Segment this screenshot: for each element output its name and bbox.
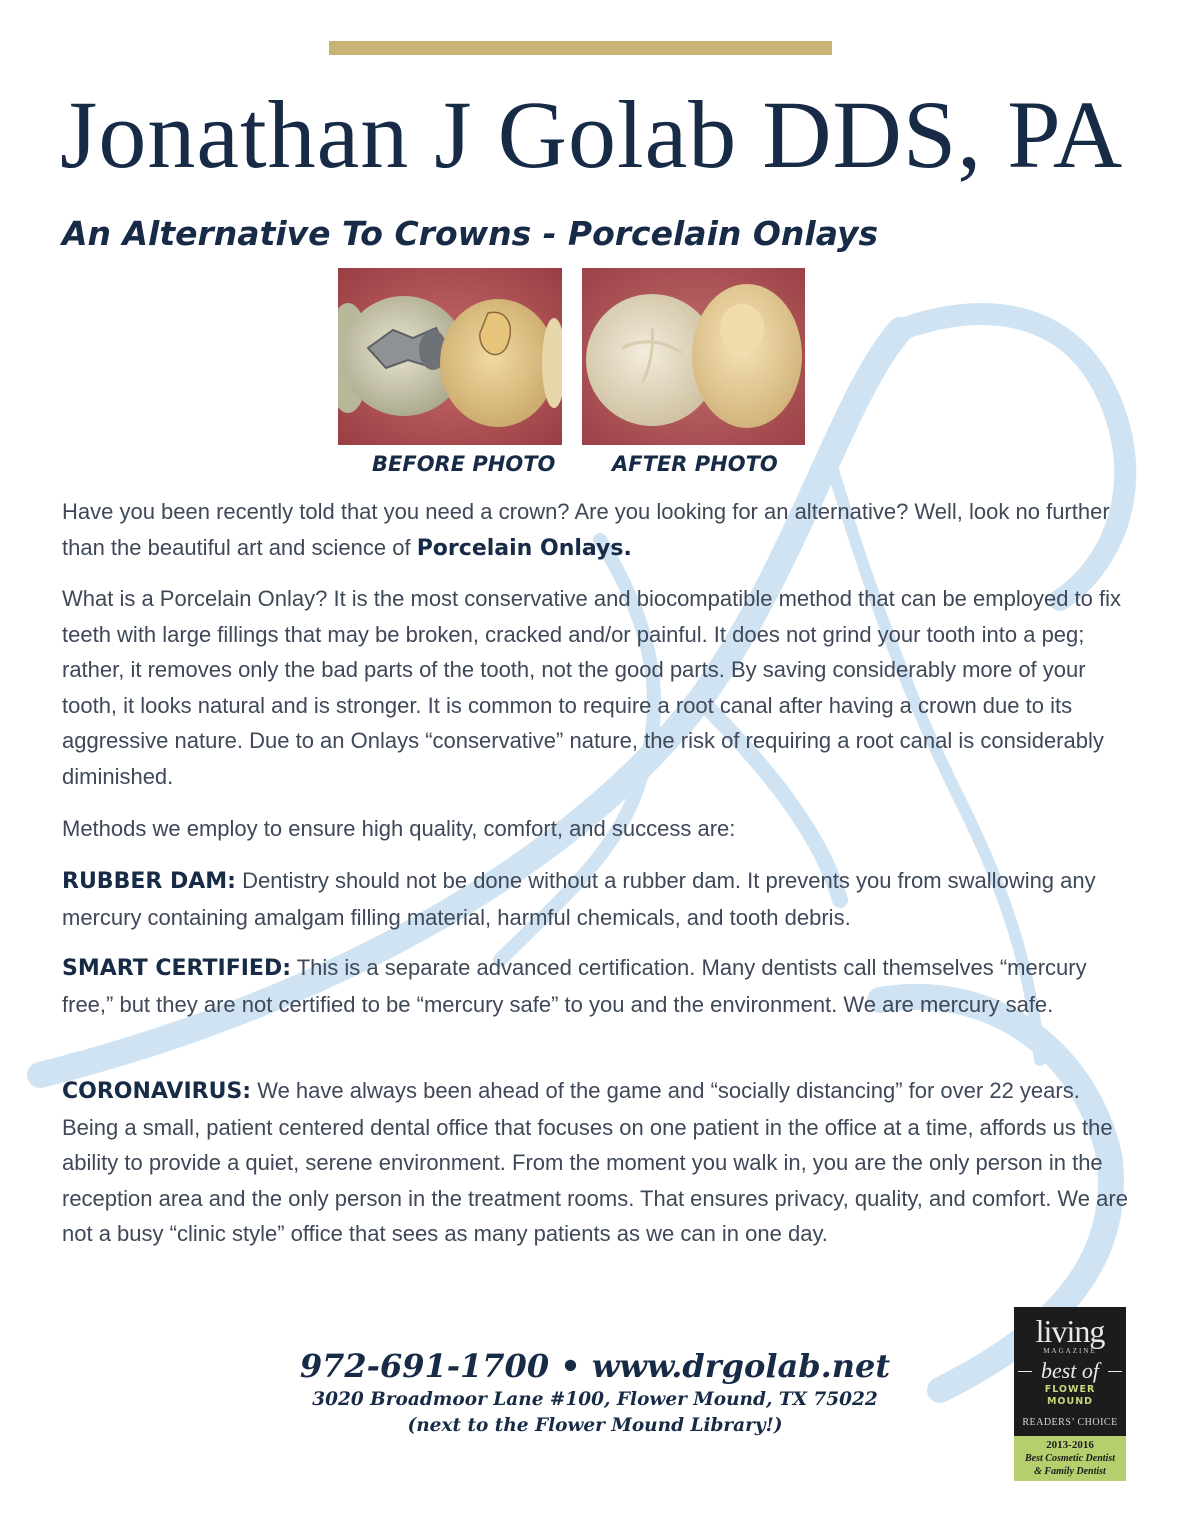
method-label: RUBBER DAM: (62, 869, 236, 894)
badge-readers-choice: READERS’ CHOICE (1022, 1417, 1118, 1428)
badge-magazine: MAGAZINE (1043, 1347, 1097, 1355)
location-note: (next to the Flower Mound Library!) (407, 1415, 783, 1436)
award-badge (1014, 1307, 1126, 1481)
badge-best-of: best of (1014, 1358, 1126, 1384)
separator-bullet: • (560, 1347, 581, 1385)
methods-intro-paragraph: Methods we employ to ensure high quality, comfort, and success are: (62, 816, 736, 841)
method-text: We have always been ahead of the game and “socially distancing” for over 22 years. Being a small, patient centered dental office that focuses on one patient in the office at a time, affords us the ability to provide a quiet, serene environment. From the moment you walk in, you are the only person in the reception area and the only person in the treatment rooms. That ensures privacy, quality, and comfort. We are not a busy “clinic style” office that sees as many patients as we can in one day. (62, 1078, 1128, 1246)
address-line: 3020 Broadmoor Lane #100, Flower Mound, TX 75022 (312, 1389, 878, 1410)
badge-award-line1: Best Cosmetic Dentist (1025, 1453, 1115, 1464)
badge-award-line2: & Family Dentist (1034, 1466, 1106, 1477)
website-link[interactable]: www.drgolab.net (591, 1347, 891, 1385)
phone-website-line (245, 1345, 945, 1387)
after-photo-caption: AFTER PHOTO (612, 452, 778, 476)
method-text: This is a separate advanced certification. Many dentists call themselves “mercury free,” but they are not certified to be “mercury safe” to you and the environment. We are mercury safe. (62, 955, 1087, 1017)
contact-block (245, 1345, 945, 1439)
method-text: Dentistry should not be done without a rubber dam. It prevents you from swallowing any mercury containing amalgam filling material, harmful chemicals, and tooth debris. (62, 868, 1096, 930)
intro-text: Have you been recently told that you need a crown? Are you looking for an alternative? Well, look no further than the beautiful art and science of (62, 499, 1110, 560)
badge-award-panel (1014, 1436, 1126, 1481)
page-subtitle: An Alternative To Crowns - Porcelain Onlays (62, 214, 879, 253)
badge-years: 2013-2016 (1046, 1439, 1094, 1451)
before-photo-caption: BEFORE PHOTO (372, 452, 556, 476)
badge-place-line2: MOUND (1046, 1396, 1094, 1407)
method-item (62, 950, 1132, 1022)
intro-bold-text: Porcelain Onlays. (416, 535, 632, 561)
method-item (62, 863, 1132, 935)
after-photo (582, 268, 805, 445)
method-label: SMART CERTIFIED: (62, 956, 292, 981)
phone-number[interactable]: 972-691-1700 (299, 1347, 550, 1385)
intro-paragraph (62, 494, 1132, 566)
method-item (62, 1073, 1132, 1252)
before-photo (338, 268, 562, 445)
what-is-paragraph: What is a Porcelain Onlay? It is the most conservative and biocompatible method that can be employed to fix teeth with large fillings that may be broken, cracked and/or painful. It does not grind your tooth into a peg; rather, it removes only the bad parts of the tooth, not the good parts. By saving considerably more of your tooth, it looks natural and is stronger. It is common to require a root canal after having a crown due to its aggressive nature. Due to an Onlays “conservative” nature, the risk of requiring a root canal is considerably diminished. (62, 586, 1121, 789)
badge-place-line1: FLOWER (1044, 1384, 1096, 1395)
badge-brand: living (1035, 1313, 1105, 1349)
gold-accent-bar (329, 41, 832, 55)
method-label: CORONAVIRUS: (62, 1079, 252, 1104)
page-title: Jonathan J Golab DDS, PA (60, 81, 1124, 188)
